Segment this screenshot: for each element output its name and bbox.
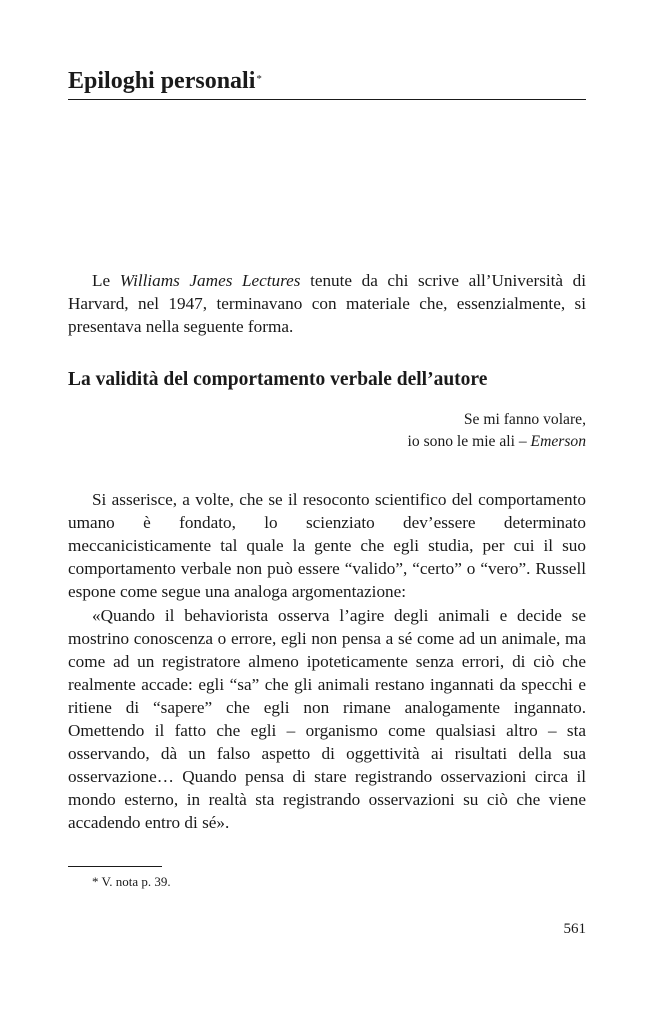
epigraph-line-1: Se mi fanno volare, xyxy=(463,411,586,428)
epigraph xyxy=(226,409,586,453)
chapter-title-text: Epiloghi personali xyxy=(68,68,256,94)
footnote: * V. nota p. 39. xyxy=(92,874,171,889)
title-underline xyxy=(68,99,586,100)
intro-text-start: Le xyxy=(92,271,120,290)
epigraph-line-2-text: io sono le mie ali – xyxy=(407,433,531,450)
chapter-title xyxy=(68,66,586,96)
intro-paragraph xyxy=(68,269,586,338)
footnote-marker: * xyxy=(256,73,262,85)
footnote-separator xyxy=(68,866,162,867)
book-page xyxy=(68,0,586,1018)
epigraph-line-2 xyxy=(226,431,586,453)
page-number: 561 xyxy=(563,921,586,937)
russell-quote-paragraph: «Quando il behaviorista osserva l’agire degli animali e decide se mostrino conoscenza o errore, egli non pensa a sé come ad un animale, ma come ad un registratore almeno ipoteticamente senza errori, di ciò che realmente accade: egli “sa” che gli animali restano ingannati da specchi e ritiene di “sapere” che egli non rimane analogamente ingannato. Omettendo il fatto che egli – organismo come qualsiasi altro – sta osservando, dà un falso aspetto di oggettività ai risultati della sua osservazione… Quando pensa di stare registrando osservazioni circa il mondo esterno, in realtà sta registrando osservazioni su ciò che viene accadendo entro di sé». xyxy=(68,606,586,832)
epigraph-author: Emerson xyxy=(530,433,586,450)
body-paragraph: Si asserisce, a volte, che se il resoconto scientifico del comportamento umano è fondato, lo scienziato dev’essere determinato meccanicisticamente tal quale la gente che egli studia, per cui il suo comportamento verbale non può essere “valido”, “certo” o “vero”. Russell espone come segue una analoga argomentazione: xyxy=(68,490,586,601)
section-title: La validità del comportamento verbale dell’autore xyxy=(68,369,488,390)
intro-text-end: tenute da chi scrive all’Università di Harvard, nel 1947, terminavano con materiale che, essenzialmente, si presentava nella seguente forma. xyxy=(68,271,586,336)
lectures-title: Williams James Lectures xyxy=(119,271,301,290)
